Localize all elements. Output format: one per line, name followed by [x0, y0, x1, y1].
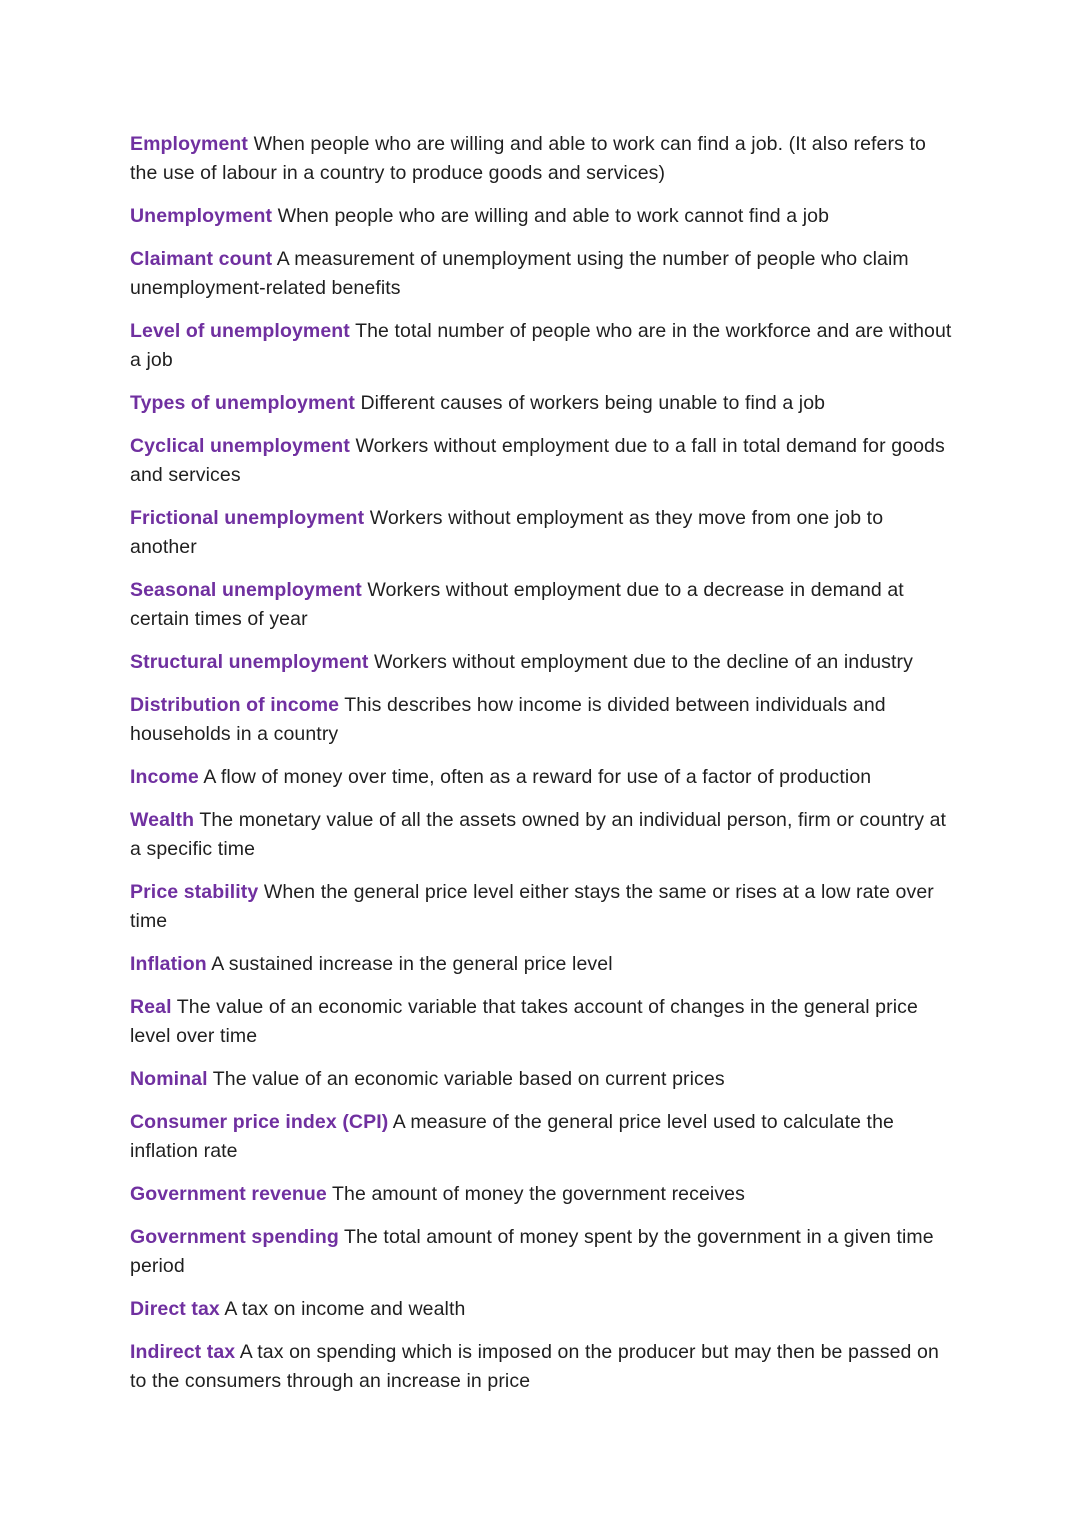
definition-text: When people who are willing and able to work cannot find a job: [277, 205, 830, 227]
definition-text: When the general price level either stays the same or rises at a low rate over time: [130, 881, 934, 932]
term-label: Consumer price index (CPI): [130, 1111, 389, 1133]
definition-text: The total number of people who are in the workforce and are without a job: [130, 320, 952, 371]
term-label: Price stability: [130, 881, 259, 903]
glossary-entry-distribution-of-income: [130, 691, 955, 749]
definition-text: A tax on income and wealth: [224, 1298, 466, 1320]
glossary-page: [130, 130, 955, 1410]
glossary-entry-income: [130, 763, 955, 792]
glossary-entry-unemployment: [130, 202, 955, 231]
term-label: Cyclical unemployment: [130, 435, 350, 457]
definition-text: Workers without employment due to a fall in total demand for goods and services: [130, 435, 945, 486]
definition-text: The value of an economic variable that takes account of changes in the general price level over time: [130, 996, 918, 1047]
definition-text: The value of an economic variable based on current prices: [212, 1068, 725, 1090]
glossary-entry-cyclical-unemployment: [130, 432, 955, 490]
glossary-entry-price-stability: [130, 878, 955, 936]
term-label: Nominal: [130, 1068, 208, 1090]
term-label: Indirect tax: [130, 1341, 236, 1363]
definition-text: A measure of the general price level used to calculate the inflation rate: [130, 1111, 894, 1162]
term-label: Income: [130, 766, 199, 788]
term-label: Government revenue: [130, 1183, 327, 1205]
glossary-entry-real: [130, 993, 955, 1051]
glossary-entry-claimant-count: [130, 245, 955, 303]
glossary-entry-inflation: [130, 950, 955, 979]
definition-text: This describes how income is divided between individuals and households in a country: [130, 694, 886, 745]
glossary-entry-consumer-price-index: [130, 1108, 955, 1166]
glossary-entry-types-of-unemployment: [130, 389, 955, 418]
term-label: Employment: [130, 133, 249, 155]
term-label: Unemployment: [130, 205, 273, 227]
glossary-entry-nominal: [130, 1065, 955, 1094]
term-label: Seasonal unemployment: [130, 579, 362, 601]
glossary-entry-structural-unemployment: [130, 648, 955, 677]
term-label: Structural unemployment: [130, 651, 369, 673]
definition-text: Different causes of workers being unable to find a job: [360, 392, 826, 414]
glossary-entry-frictional-unemployment: [130, 504, 955, 562]
glossary-entry-level-of-unemployment: [130, 317, 955, 375]
definition-text: When people who are willing and able to work can find a job. (It also refers to the use of labour in a country to produce goods and services): [130, 133, 926, 184]
term-label: Real: [130, 996, 172, 1018]
glossary-entry-employment: [130, 130, 955, 188]
term-label: Types of unemployment: [130, 392, 355, 414]
definition-text: A measurement of unemployment using the number of people who claim unemployment-related benefits: [130, 248, 909, 299]
definition-text: The amount of money the government receives: [332, 1183, 745, 1205]
glossary-entry-government-spending: [130, 1223, 955, 1281]
definition-text: A tax on spending which is imposed on the producer but may then be passed on to the consumers through an increase in price: [130, 1341, 939, 1392]
glossary-entry-government-revenue: [130, 1180, 955, 1209]
glossary-entry-seasonal-unemployment: [130, 576, 955, 634]
term-label: Frictional unemployment: [130, 507, 365, 529]
term-label: Direct tax: [130, 1298, 220, 1320]
definition-text: Workers without employment as they move from one job to another: [130, 507, 884, 558]
definition-text: A flow of money over time, often as a reward for use of a factor of production: [203, 766, 872, 788]
definition-text: The total amount of money spent by the government in a given time period: [130, 1226, 934, 1277]
term-label: Claimant count: [130, 248, 273, 270]
glossary-entry-indirect-tax: [130, 1338, 955, 1396]
term-label: Level of unemployment: [130, 320, 350, 342]
glossary-entry-direct-tax: [130, 1295, 955, 1324]
definition-text: The monetary value of all the assets owned by an individual person, firm or country at a specific time: [130, 809, 947, 860]
glossary-entry-wealth: [130, 806, 955, 864]
definition-text: Workers without employment due to the decline of an industry: [374, 651, 913, 673]
term-label: Distribution of income: [130, 694, 340, 716]
term-label: Government spending: [130, 1226, 339, 1248]
term-label: Wealth: [130, 809, 195, 831]
definition-text: A sustained increase in the general price level: [211, 953, 613, 975]
definition-text: Workers without employment due to a decrease in demand at certain times of year: [130, 579, 904, 630]
term-label: Inflation: [130, 953, 207, 975]
